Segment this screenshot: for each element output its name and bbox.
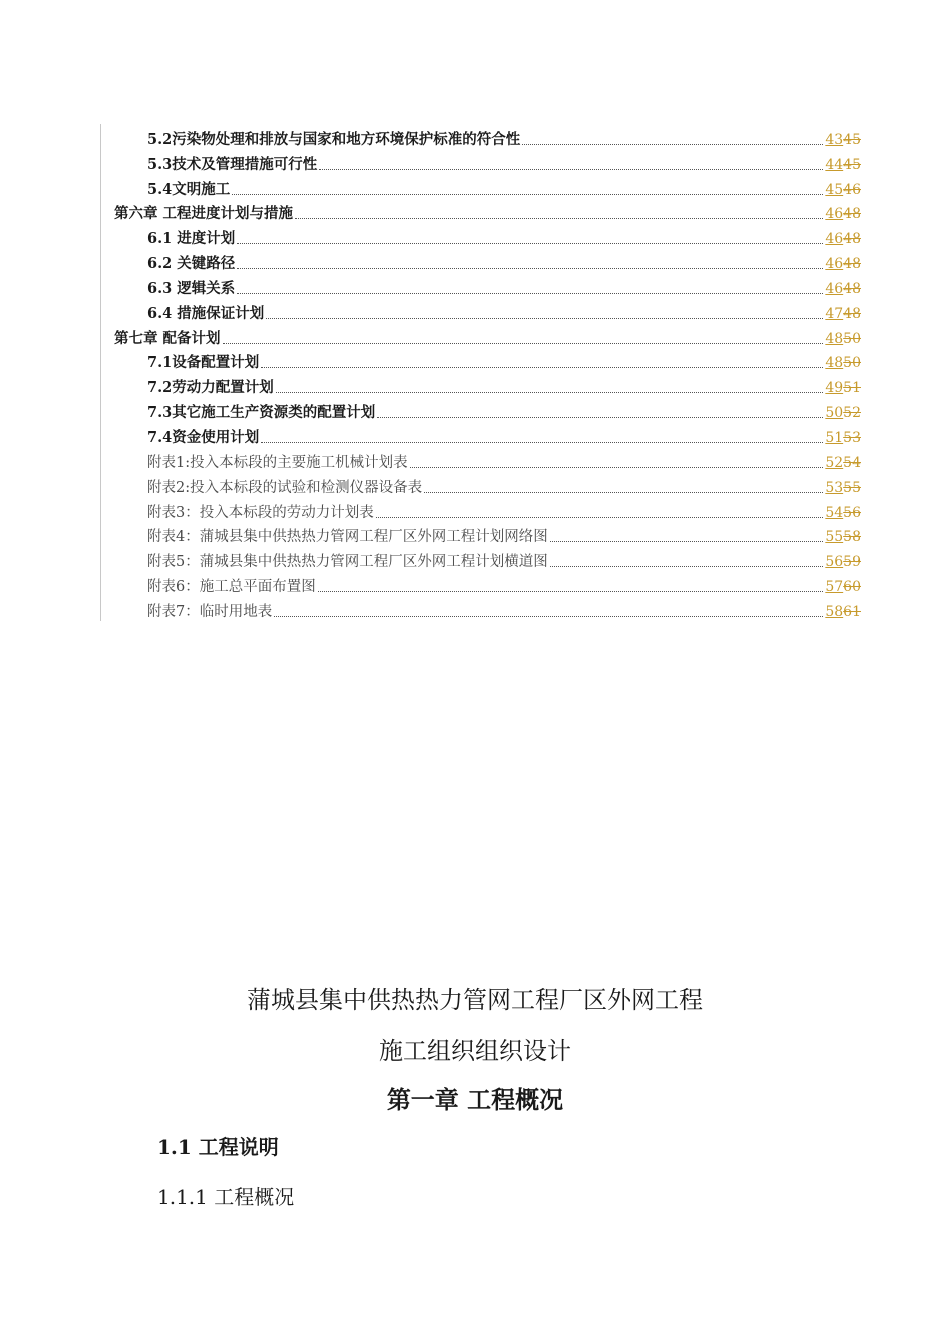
toc-entry[interactable]: [101, 372, 861, 397]
toc-dot-leader: [522, 144, 823, 145]
toc-dot-leader: [550, 541, 824, 542]
toc-dot-leader: [232, 194, 823, 195]
toc-page-number-deleted: 48: [843, 231, 861, 248]
toc-entry[interactable]: [101, 546, 861, 571]
toc-entry-title: 附表5：蒲城县集中供热热力管网工程厂区外网工程计划横道图: [147, 554, 548, 571]
toc-page-number-new: 53: [825, 479, 844, 496]
toc-dot-leader: [237, 293, 823, 294]
toc-page-number-new: 48: [825, 330, 844, 347]
toc-page-number[interactable]: [825, 404, 861, 422]
toc-entry[interactable]: [101, 124, 861, 149]
toc-entry-title: 6.4 措施保证计划: [147, 304, 265, 322]
toc-dot-leader: [319, 169, 823, 170]
toc-page-number-new: 46: [825, 206, 844, 223]
toc-page-number[interactable]: [825, 528, 861, 546]
toc-page-number-new: 57: [825, 579, 844, 596]
toc-page-number[interactable]: [825, 280, 861, 298]
toc-page-number-new: 56: [825, 554, 844, 571]
toc-page-number[interactable]: [825, 205, 861, 223]
toc-page-number-new: 52: [825, 454, 844, 471]
toc-entry[interactable]: [101, 497, 861, 522]
toc-page-number[interactable]: [825, 479, 861, 497]
toc-dot-leader: [266, 318, 823, 319]
toc-page-number-new: 44: [825, 156, 844, 173]
toc-page-number[interactable]: [825, 454, 861, 472]
toc-entry-title: 7.4资金使用计划: [147, 428, 260, 446]
toc-dot-leader: [261, 367, 823, 368]
toc-page-number[interactable]: [825, 578, 861, 596]
toc-page-number-deleted: 48: [843, 256, 861, 273]
toc-page-number[interactable]: [825, 429, 861, 447]
subsection-heading: 1.1.1 工程概况: [157, 1185, 295, 1209]
toc-dot-leader: [410, 467, 824, 468]
toc-dot-leader: [295, 218, 823, 219]
toc-entry-title: 附表3：投入本标段的劳动力计划表: [147, 504, 374, 521]
toc-entry[interactable]: [101, 323, 861, 348]
toc-page-number-new: 50: [825, 405, 844, 422]
document-title-line-2: 施工组织组织设计: [379, 1037, 571, 1065]
toc-dot-leader: [274, 616, 823, 617]
toc-page-number[interactable]: [825, 330, 861, 348]
toc-page-number[interactable]: [825, 354, 861, 372]
toc-page-number[interactable]: [825, 305, 861, 323]
toc-entry[interactable]: [101, 447, 861, 472]
toc-page-number[interactable]: [825, 255, 861, 273]
toc-page-number-deleted: 60: [843, 579, 861, 596]
toc-entry-title: 附表6：施工总平面布置图: [147, 579, 316, 596]
toc-page-number[interactable]: [825, 379, 861, 397]
chapter-heading: 第一章 工程概况: [386, 1085, 564, 1114]
toc-entry-title: 第七章 配备计划: [114, 329, 221, 347]
toc-page-number-new: 46: [825, 280, 844, 297]
toc-dot-leader: [550, 566, 824, 567]
toc-entry[interactable]: [101, 422, 861, 447]
toc-entry[interactable]: [101, 174, 861, 199]
toc-entry-title: 7.3其它施工生产资源类的配置计划: [147, 404, 376, 422]
toc-entry[interactable]: [101, 522, 861, 547]
toc-entry-title: 附表1:投入本标段的主要施工机械计划表: [147, 454, 408, 471]
toc-page-number-new: 51: [825, 429, 844, 446]
toc-page-number-new: 43: [825, 131, 844, 148]
toc-dot-leader: [377, 417, 823, 418]
toc-entry-title: 第六章 工程进度计划与措施: [114, 205, 294, 223]
toc-page-number-deleted: 48: [843, 280, 861, 297]
toc-entry[interactable]: [101, 397, 861, 422]
toc-page-number-new: 49: [825, 380, 844, 397]
toc-entry-title: 7.1设备配置计划: [147, 354, 260, 372]
toc-dot-leader: [237, 243, 823, 244]
toc-page-number-deleted: 54: [843, 454, 861, 471]
toc-entry-title: 5.2污染物处理和排放与国家和地方环境保护标准的符合性: [147, 130, 521, 148]
toc-page-number-new: 45: [825, 181, 844, 198]
toc-page-number[interactable]: [825, 504, 861, 522]
toc-entry-title: 附表2:投入本标段的试验和检测仪器设备表: [147, 479, 423, 496]
toc-page-number-new: 55: [825, 529, 844, 546]
toc-dot-leader: [318, 591, 824, 592]
toc-entry[interactable]: [101, 149, 861, 174]
toc-entry-title: 附表7：临时用地表: [147, 603, 273, 620]
toc-page-number-new: 47: [825, 305, 844, 322]
toc-page-number[interactable]: [825, 131, 861, 149]
toc-page-number-deleted: 46: [843, 181, 861, 198]
toc-page-number[interactable]: [825, 603, 861, 621]
toc-entry[interactable]: [101, 298, 861, 323]
toc-entry[interactable]: [101, 571, 861, 596]
toc-entry-title: 6.1 进度计划: [147, 230, 236, 248]
toc-entry-title: 6.2 关键路径: [147, 255, 236, 273]
toc-dot-leader: [424, 492, 823, 493]
toc-page-number-deleted: 50: [843, 355, 861, 372]
toc-dot-leader: [223, 343, 824, 344]
toc-entry[interactable]: [101, 248, 861, 273]
toc-entry[interactable]: [101, 348, 861, 373]
toc-page-number-deleted: 48: [843, 305, 861, 322]
toc-page-number-deleted: 55: [843, 479, 861, 496]
toc-page-number-deleted: 51: [843, 380, 861, 397]
toc-entry[interactable]: [101, 596, 861, 621]
toc-entry[interactable]: [101, 273, 861, 298]
toc-page-number[interactable]: [825, 553, 861, 571]
toc-page-number[interactable]: [825, 156, 861, 174]
toc-page-number-new: 54: [825, 504, 844, 521]
toc-page-number-deleted: 56: [843, 504, 861, 521]
toc-dot-leader: [376, 517, 824, 518]
toc-entry-title: 5.4文明施工: [147, 180, 231, 198]
toc-page-number[interactable]: [825, 230, 861, 248]
toc-dot-leader: [276, 392, 824, 393]
toc-page-number-deleted: 45: [843, 131, 861, 148]
toc-entry-title: 7.2劳动力配置计划: [147, 379, 274, 397]
document-title-line-1: 蒲城县集中供热热力管网工程厂区外网工程: [247, 986, 703, 1014]
toc-entry-title: 附表4：蒲城县集中供热热力管网工程厂区外网工程计划网络图: [147, 529, 548, 546]
toc-dot-leader: [237, 268, 823, 269]
toc-page-number-deleted: 50: [843, 330, 861, 347]
toc-page-number-deleted: 53: [843, 429, 861, 446]
toc-entry[interactable]: [101, 472, 861, 497]
toc-page-number-deleted: 59: [843, 554, 861, 571]
toc-entry-title: 6.3 逻辑关系: [147, 279, 236, 297]
table-of-contents: [100, 124, 861, 621]
toc-page-number-deleted: 45: [843, 156, 861, 173]
toc-page-number-deleted: 48: [843, 206, 861, 223]
toc-page-number-new: 46: [825, 231, 844, 248]
toc-page-number-new: 48: [825, 355, 844, 372]
toc-page-number-deleted: 61: [843, 603, 861, 620]
toc-page-number-deleted: 52: [843, 405, 861, 422]
toc-page-number-deleted: 58: [843, 529, 861, 546]
toc-dot-leader: [261, 442, 823, 443]
toc-entry-title: 5.3技术及管理措施可行性: [147, 155, 318, 173]
toc-entry[interactable]: [101, 199, 861, 224]
toc-page-number-new: 46: [825, 256, 844, 273]
toc-page-number[interactable]: [825, 181, 861, 199]
toc-entry[interactable]: [101, 223, 861, 248]
section-heading: 1.1 工程说明: [157, 1135, 279, 1159]
toc-page-number-new: 58: [825, 603, 844, 620]
